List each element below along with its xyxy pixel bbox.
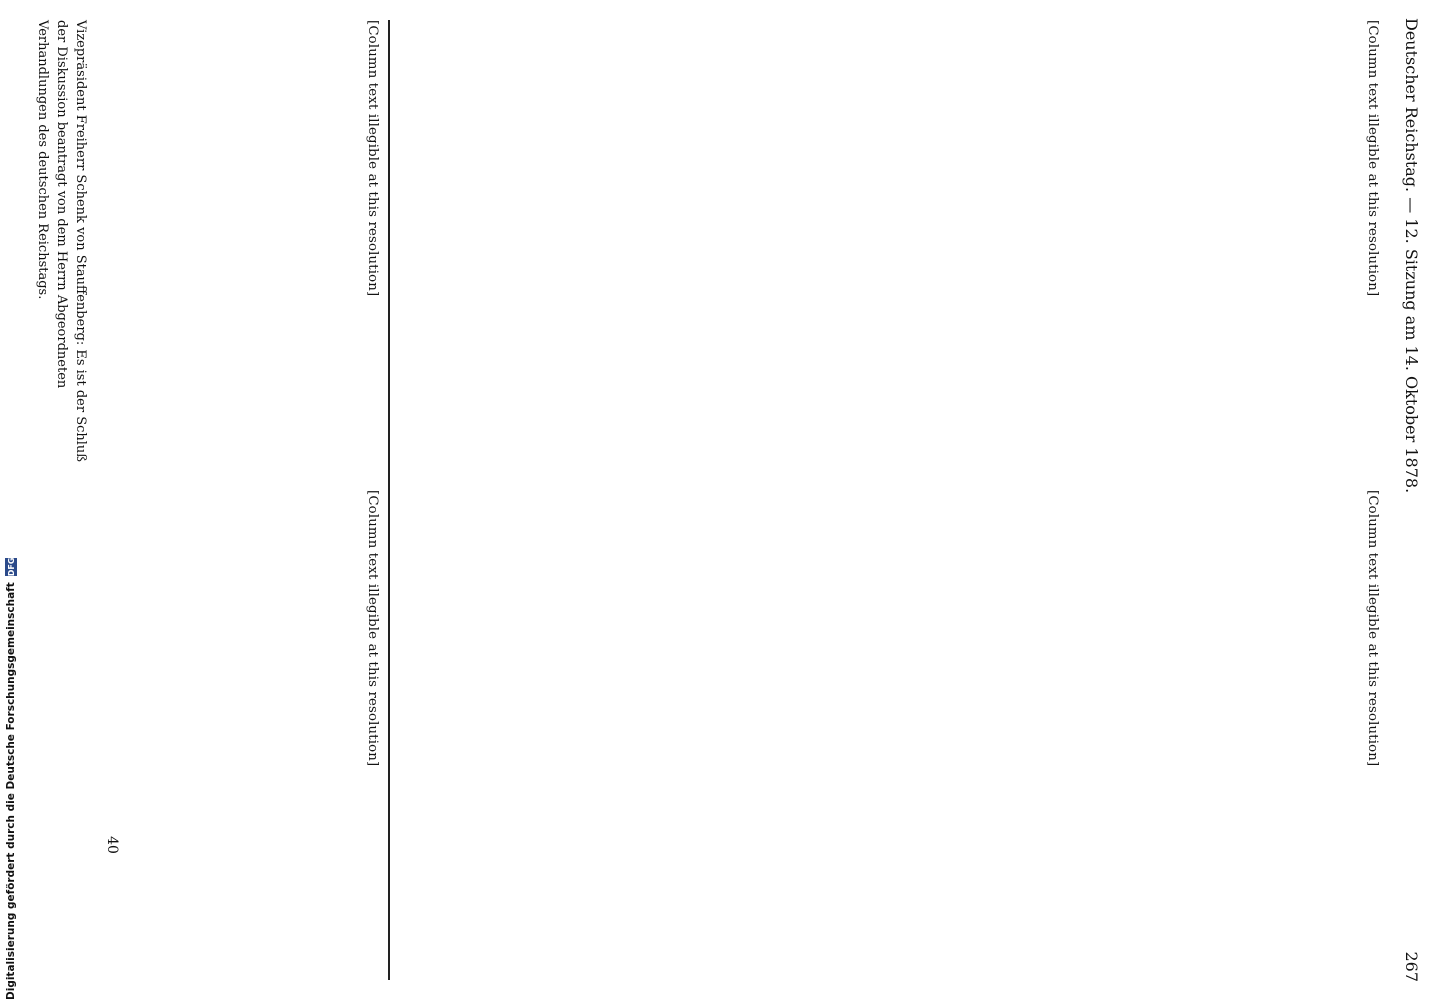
column-right-bottom-text: [Column text illegible at this resolution] — [1365, 490, 1380, 767]
footnote — [30, 20, 90, 480]
column-divider — [388, 20, 390, 980]
digitisation-text: Digitalisierung gefördert durch die Deutsche Forschungsgemeinschaft — [5, 582, 17, 1000]
column-right-top — [392, 20, 1382, 480]
page-number-text: 40 — [104, 836, 120, 854]
page-number — [100, 830, 120, 860]
column-left-top — [92, 20, 382, 480]
column-left-bottom — [92, 490, 382, 960]
column-left-bottom-text: [Column text illegible at this resolution] — [365, 490, 380, 767]
footnote-text: Vizepräsident Freiherr Schenk von Stauffenberg: Es ist der Schluß der Diskussion beantragt von dem Herrn Abgeordneten Verhandlungen des deutschen Reichstags. — [35, 20, 88, 462]
column-right-top-text: [Column text illegible at this resolution] — [1365, 20, 1380, 297]
dfg-logo-icon: DFG — [6, 557, 16, 577]
header-title: Deutscher Reichstag. — 12. Sitzung am 14. Oktober 1878. — [1402, 18, 1422, 494]
column-left-top-text: [Column text illegible at this resolution] — [365, 20, 380, 297]
digitisation-note — [0, 557, 22, 1000]
header-page-number: 267 — [1402, 951, 1422, 982]
page-header — [1392, 0, 1432, 1000]
column-right-bottom — [392, 490, 1382, 960]
